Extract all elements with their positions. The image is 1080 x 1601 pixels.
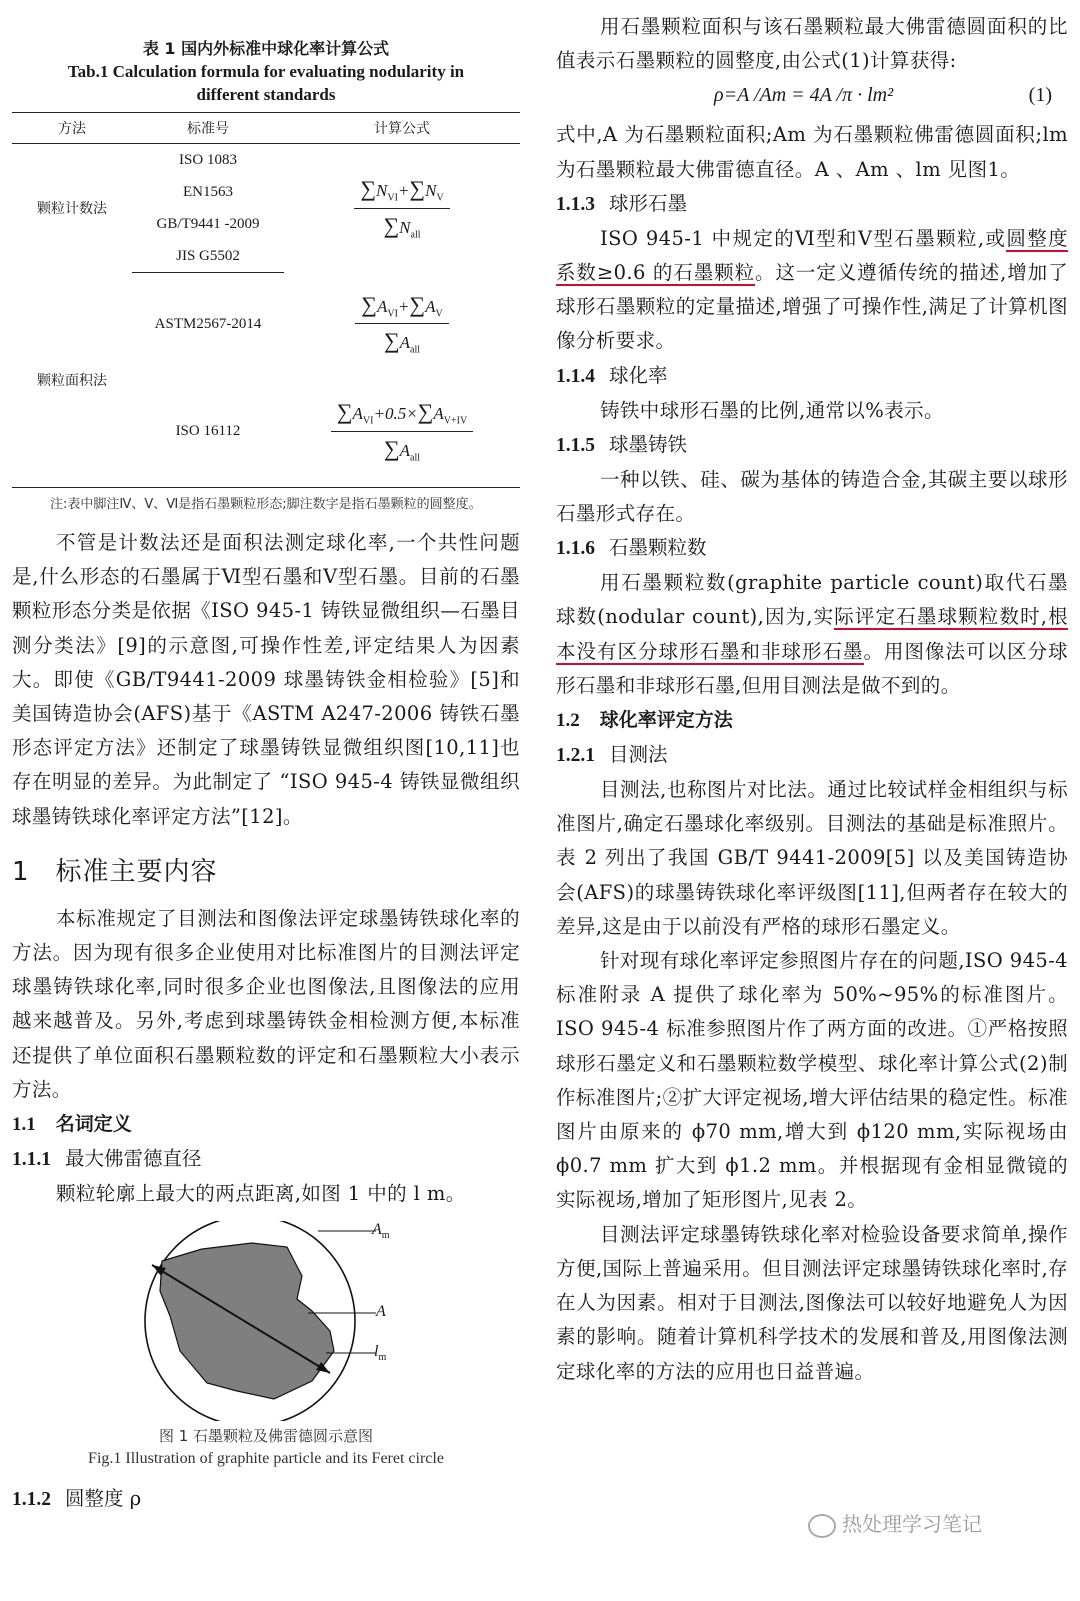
heading-title: 石墨颗粒数 bbox=[609, 536, 707, 560]
heading-number: 1.1.5 bbox=[556, 434, 595, 456]
figure-caption-en: Fig.1 Illustration of graphite particle and its Feret circle bbox=[88, 1450, 444, 1468]
paragraph: 针对现有球化率评定参照图片存在的问题,ISO 945-4 标准附录 A 提供了球化率为 50%~95%的标准图片。ISO 945-4 标准参照图片作了两方面的改进。①严格按照球形石墨定义和石墨颗粒数学模型、球化率计算公式(2)制作标准图片;②扩大评定视场,增大评估结果的稳定性。标准图片由原来的 ϕ70 mm,增大到 ϕ120 mm,实际视场由 ϕ0.7 mm 扩大到 ϕ1.2 mm。并根据现有金相显微镜的实际视场,增加了矩形图片,见表 2。 bbox=[556, 949, 1068, 1212]
heading-number: 1.1.2 bbox=[12, 1489, 51, 1511]
label-lm: $l_m$ bbox=[374, 1343, 387, 1364]
watermark bbox=[808, 1508, 982, 1538]
heading-number: 1.1.1 bbox=[12, 1149, 51, 1171]
formula-area-astm bbox=[284, 273, 520, 376]
subsubsection-heading bbox=[556, 359, 1068, 394]
heading-number: 1.1.3 bbox=[556, 193, 595, 215]
subsection-title: 名词定义 bbox=[55, 1113, 132, 1136]
table-header: 计算公式 bbox=[284, 113, 520, 144]
label-a: A bbox=[376, 1303, 386, 1321]
graphite-particle bbox=[160, 1243, 334, 1399]
table-note: 注:表中脚注Ⅳ、Ⅴ、Ⅵ是指石墨颗粒形态;脚注数字是指石墨颗粒的圆整度。 bbox=[12, 487, 520, 518]
paragraph: 不管是计数法还是面积法测定球化率,一个共性问题是,什么形态的石墨属于Ⅵ型石墨和Ⅴ型石墨。目前的石墨颗粒形态分类是依据《ISO 945-1 铸铁显微组织—石墨目测分类法》[9]的示意图,可操作性差,评定结果人为因素大。即使《GB/T9441-2009 球墨铸铁金相检验》[5]和美国铸造协会(AFS)基于《ASTM A247-2006 铸铁石墨形态评定方法》还制定了球墨铸铁显微组织图[10,11]也存在明显的差异。为此制定了 “ISO 945-4 铸铁显微组织 球墨铸铁球化率评定方法”[12]。 bbox=[12, 531, 520, 828]
fraction: $\frac{\sum A_{VI}+0.5\times\sum A_{V+IV}}{\sum A_{all}}$ bbox=[331, 399, 473, 463]
equation-1 bbox=[556, 78, 1068, 118]
standard-cell: ASTM2567-2014 bbox=[154, 315, 262, 332]
figure-caption-cn: 图 1 石墨颗粒及佛雷德圆示意图 bbox=[158, 1427, 374, 1446]
table-header: 标准号 bbox=[132, 113, 284, 144]
section-number: 1 bbox=[12, 856, 30, 887]
table-caption-en: Tab.1 Calculation formula for evaluating nodularity in different standards bbox=[67, 62, 465, 104]
paragraph: 铸铁中球形石墨的比例,通常以%表示。 bbox=[600, 398, 944, 422]
equation-number: (1) bbox=[1028, 84, 1052, 107]
watermark-text: 热处理学习笔记 bbox=[842, 1512, 982, 1536]
heading-number: 1.2.1 bbox=[556, 745, 595, 767]
paragraph: 用石墨颗粒面积与该石墨颗粒最大佛雷德圆面积的比值表示石墨颗粒的圆整度,由公式(1)计算获得: bbox=[556, 15, 1068, 73]
paragraph: 目测法,也称图片对比法。通过比较试样金相组织与标准图片,确定石墨球化率级别。目测法的基础是标准照片。表 2 列出了我国 GB/T 9441-2009[5] 以及美国铸造协会(AFS)的球墨铸铁球化率评级图[11],但两者存在较大的差异,这是由于以前没有严格的球形石墨定义。 bbox=[556, 778, 1068, 938]
subsection-number: 1.1 bbox=[12, 1114, 36, 1136]
table-header-row bbox=[12, 113, 520, 144]
fraction: $\frac{\sum N_{VI}+\sum N_V}{\sum N_{all}}$ bbox=[354, 176, 449, 240]
subsection-number: 1.2 bbox=[556, 710, 580, 732]
paragraph: 用石墨颗粒数(graphite particle count)取代石墨球数(nodular count),因为,实际评定石墨球颗粒数时,根本没有区分球形石墨和非球形石墨。用图像法可以区分球形石墨和非球形石墨,但用目测法是做不到的。 bbox=[556, 571, 1068, 697]
standard-cell: ISO 16112 bbox=[175, 422, 241, 439]
paragraph: ISO 945-1 中规定的Ⅵ型和Ⅴ型石墨颗粒,或圆整度系数≥0.6 的石墨颗粒。这一定义遵循传统的描述,增加了球形石墨颗粒的定量描述,增强了可操作性,满足了计算机图像分析要求。 bbox=[556, 226, 1069, 353]
table-row bbox=[12, 144, 520, 177]
heading-title: 目测法 bbox=[609, 743, 668, 767]
section-title: 标准主要内容 bbox=[55, 856, 218, 887]
subsubsection-heading bbox=[556, 738, 1068, 773]
subsection-heading bbox=[556, 703, 1068, 738]
formula-table bbox=[12, 112, 520, 487]
wechat-icon bbox=[808, 1514, 836, 1538]
paragraph: 目测法评定球墨铸铁球化率对检验设备要求简单,操作方便,国际上普遍采用。但目测法评定球墨铸铁球化率时,存在人为因素。相对于目测法,图像法可以较好地避免人为因素的影响。随着计算机科学技术的发展和普及,用图像法测定球化率的方法的应用也日益普遍。 bbox=[556, 1222, 1068, 1383]
standard-cell: ISO 1083 bbox=[179, 151, 237, 168]
formula-count bbox=[284, 144, 520, 273]
method-count: 颗粒计数法 bbox=[37, 201, 107, 218]
formula-area-iso bbox=[284, 375, 520, 487]
heading-title: 球化率 bbox=[609, 363, 668, 387]
standard-cell: EN1563 bbox=[183, 183, 233, 200]
label-am: $A_m$ bbox=[372, 1221, 390, 1242]
paragraph: 一种以铁、硅、碳为基体的铸造合金,其碳主要以球形石墨形式存在。 bbox=[556, 467, 1068, 526]
underlined-text: 圆整度系数≥0.6 的石墨颗粒 bbox=[556, 226, 1069, 285]
paragraph: 颗粒轮廓上最大的两点距离,如图 1 中的 l m。 bbox=[56, 1182, 466, 1206]
subsection-heading bbox=[12, 1107, 520, 1142]
subsection-title: 球化率评定方法 bbox=[599, 709, 733, 732]
fraction: $\frac{\sum A_{VI}+\sum A_V}{\sum A_{all}}$ bbox=[355, 292, 448, 356]
underlined-text: 际评定石墨球颗粒数时,根本没有区分球形石墨和非球形石墨 bbox=[556, 605, 1068, 663]
heading-number: 1.1.4 bbox=[556, 365, 595, 387]
subsubsection-heading bbox=[556, 187, 1068, 222]
heading-title: 最大佛雷德直径 bbox=[65, 1147, 202, 1171]
subsubsection-heading bbox=[12, 1142, 520, 1177]
standard-cell: JIS G5502 bbox=[132, 240, 284, 273]
feret-circle-diagram bbox=[12, 1221, 520, 1421]
equation-text: ρ=A /Am = 4A /π · lm² bbox=[714, 84, 894, 107]
table-header: 方法 bbox=[12, 113, 132, 144]
subsubsection-heading bbox=[556, 531, 1068, 566]
subsubsection-heading bbox=[556, 428, 1068, 463]
standard-cell: GB/T9441 -2009 bbox=[156, 215, 260, 232]
section-heading bbox=[12, 852, 520, 892]
method-area: 颗粒面积法 bbox=[37, 372, 107, 389]
table-caption-cn: 表 1 国内外标准中球化率计算公式 bbox=[142, 39, 390, 58]
heading-title: 球墨铸铁 bbox=[609, 432, 688, 456]
paragraph: 本标准规定了目测法和图像法评定球墨铸铁球化率的方法。因为现有很多企业使用对比标准图片的目测法评定球墨铸铁球化率,同时很多企业也图像法,且图像法的应用越来越普及。另外,考虑到球墨铸铁金相检测方便,本标准还提供了单位面积石墨颗粒数的评定和石墨颗粒大小表示方法。 bbox=[12, 906, 520, 1101]
table-row bbox=[12, 273, 520, 376]
right-column bbox=[556, 0, 1068, 1389]
heading-number: 1.1.6 bbox=[556, 538, 595, 560]
heading-title: 圆整度 ρ bbox=[65, 1487, 142, 1511]
paragraph: 式中,A 为石墨颗粒面积;Am 为石墨颗粒佛雷德圆面积;lm 为石墨颗粒最大佛雷德直径。A 、Am 、lm 见图1。 bbox=[556, 123, 1068, 181]
figure-1 bbox=[12, 1221, 520, 1421]
heading-title: 球形石墨 bbox=[609, 191, 688, 215]
left-column bbox=[12, 0, 520, 1517]
subsubsection-heading bbox=[12, 1482, 520, 1517]
